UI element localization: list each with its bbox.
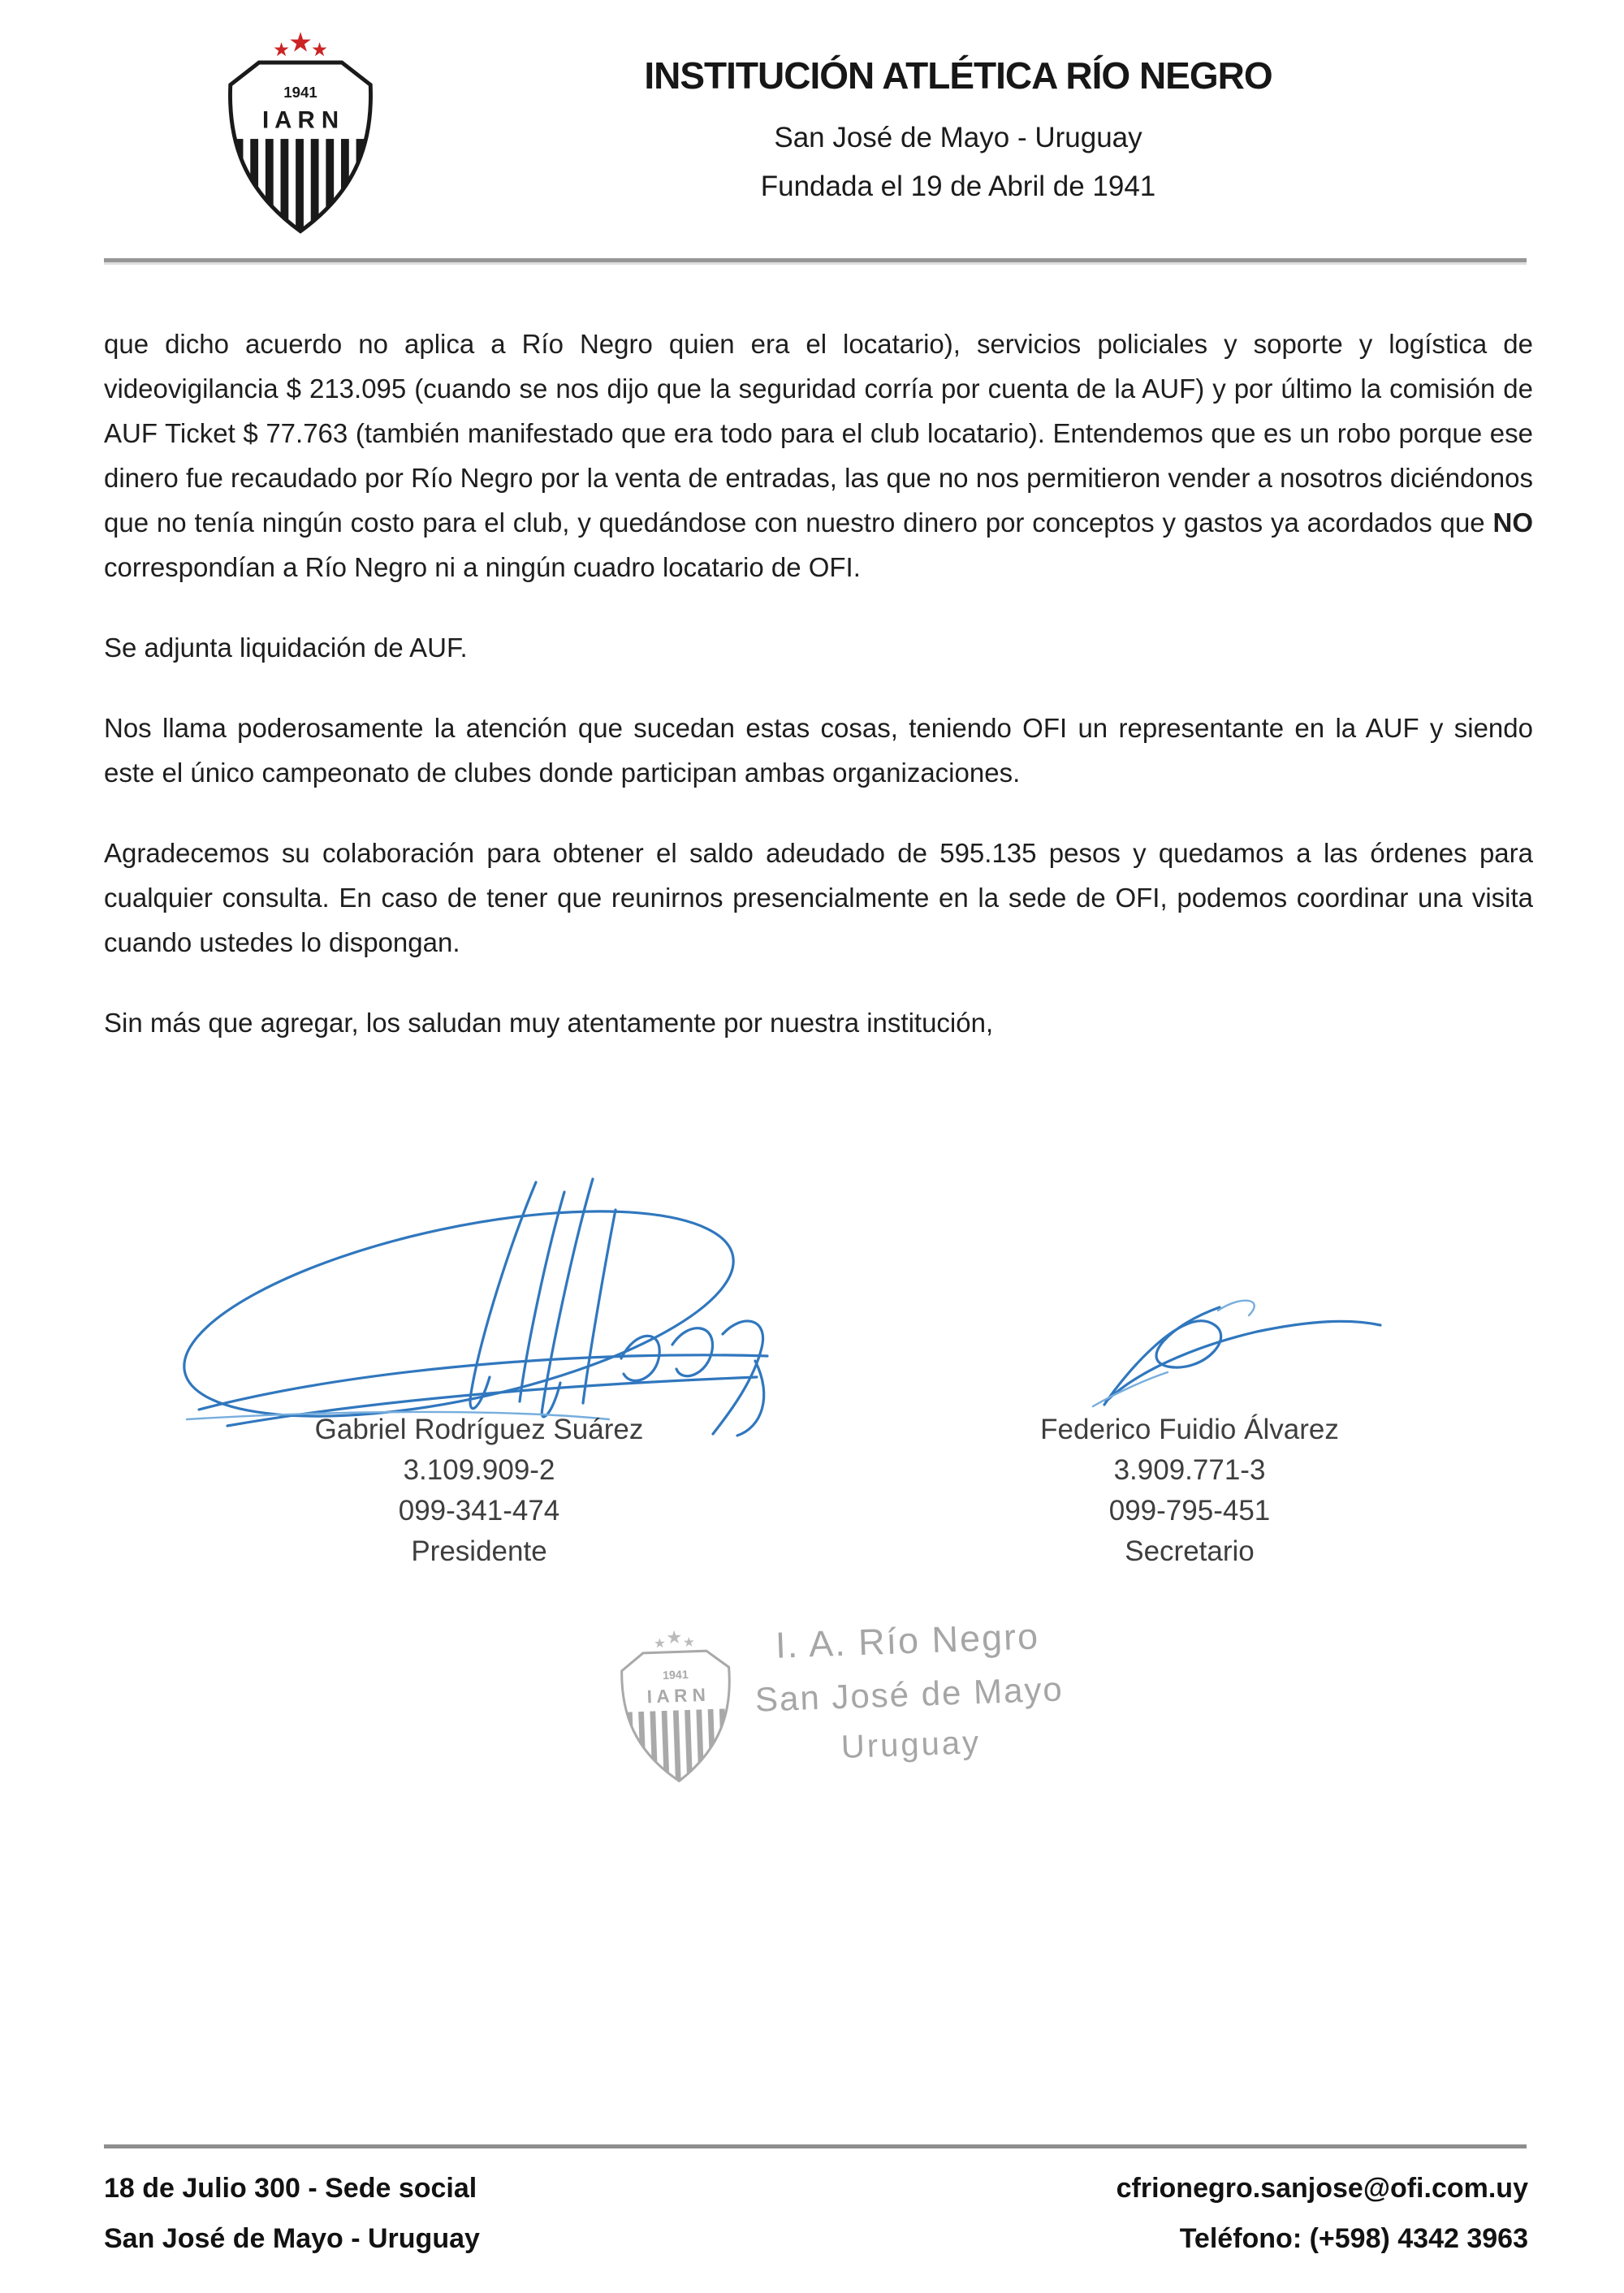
signer-id: 3.909.771-3	[1113, 1454, 1266, 1486]
signer-block-secretary	[905, 1410, 1474, 1572]
org-founded: Fundada el 19 de Abril de 1941	[760, 171, 1156, 202]
footer-divider	[104, 2144, 1527, 2148]
stamp-club-name: I. A. Río Negro	[775, 1615, 1040, 1666]
org-name: INSTITUCIÓN ATLÉTICA RÍO NEGRO	[644, 54, 1272, 97]
paragraph: Nos llama poderosamente la atención que sucedan estas cosas, teniendo OFI un representante en la AUF y siendo este el único campeonato de clubes donde participan ambas organizaciones.	[104, 713, 1533, 788]
signer-role: Presidente	[411, 1535, 547, 1567]
star-icon: ★	[288, 26, 313, 58]
paragraph: Se adjunta liquidación de AUF.	[104, 633, 468, 663]
signer-phone: 099-341-474	[398, 1495, 560, 1527]
footer-address-line2: San José de Mayo - Uruguay	[104, 2223, 480, 2254]
signature-president	[154, 1168, 780, 1440]
signer-role: Secretario	[1125, 1535, 1255, 1567]
signer-name: Federico Fuidio Álvarez	[1040, 1414, 1339, 1445]
signature-secretary	[1047, 1283, 1389, 1421]
signer-id: 3.109.909-2	[403, 1454, 555, 1486]
svg-text:★: ★	[653, 1634, 667, 1652]
paragraph: Sin más que agregar, los saludan muy atentamente por nuestra institución,	[104, 1008, 994, 1038]
club-crest-logo	[221, 23, 380, 238]
star-icon: ★	[310, 38, 329, 62]
signer-name: Gabriel Rodríguez Suárez	[314, 1414, 644, 1445]
club-stamp	[613, 1608, 1067, 1788]
footer-address	[104, 2163, 480, 2264]
star-icon: ★	[272, 38, 291, 62]
letter-body	[104, 322, 1533, 1081]
signer-block-president	[195, 1410, 763, 1572]
stamp-city: San José de Mayo	[754, 1669, 1065, 1719]
svg-text:★: ★	[682, 1634, 696, 1651]
footer-email: cfrionegro.sanjose@ofi.com.uy	[1116, 2173, 1528, 2204]
stamp-crest-icon	[613, 1619, 741, 1788]
footer-contact	[1116, 2163, 1528, 2264]
paragraph: Agradecemos su colaboración para obtener el saldo adeudado de 595.135 pesos y quedamos a las órdenes para cualquier consulta. En caso de tener que reunirnos presencialmente en la sede de OFI, podemos coordinar una visita cuando ustedes lo dispongan.	[104, 838, 1533, 957]
crest-year: 1941	[283, 84, 317, 101]
stamp-crest-year: 1941	[662, 1668, 689, 1683]
letterhead	[438, 54, 1478, 203]
footer-address-line1: 18 de Julio 300 - Sede social	[104, 2173, 477, 2204]
stamp-crest-initials: I A R N	[646, 1684, 706, 1708]
org-location: San José de Mayo - Uruguay	[774, 122, 1142, 153]
crest-initials: I A R N	[261, 106, 339, 134]
svg-text:★: ★	[665, 1626, 683, 1649]
stamp-text	[753, 1608, 1067, 1783]
header-divider	[104, 258, 1527, 265]
paragraph: que dicho acuerdo no aplica a Río Negro quien era el locatario), servicios policiales y soporte y logística de videovigilancia $ 213.095 (cuando se nos dijo que la seguridad corría por cuenta de la AUF) y por último la comisión de AUF Ticket $ 77.763 (también manifestado que era todo para el club locatario). Entendemos que es un robo porque ese dinero fue recaudado por Río Negro por la venta de entradas, las que no nos permitieron vender a nosotros diciéndonos que no tenía ningún costo para el club, y quedándose con nuestro dinero por conceptos y gastos ya acordados que NO correspondían a Río Negro ni a ningún cuadro locatario de OFI.	[104, 329, 1533, 582]
footer-phone: Teléfono: (+598) 4342 3963	[1179, 2223, 1528, 2254]
signer-phone: 099-795-451	[1108, 1495, 1271, 1527]
stamp-country: Uruguay	[840, 1724, 982, 1765]
